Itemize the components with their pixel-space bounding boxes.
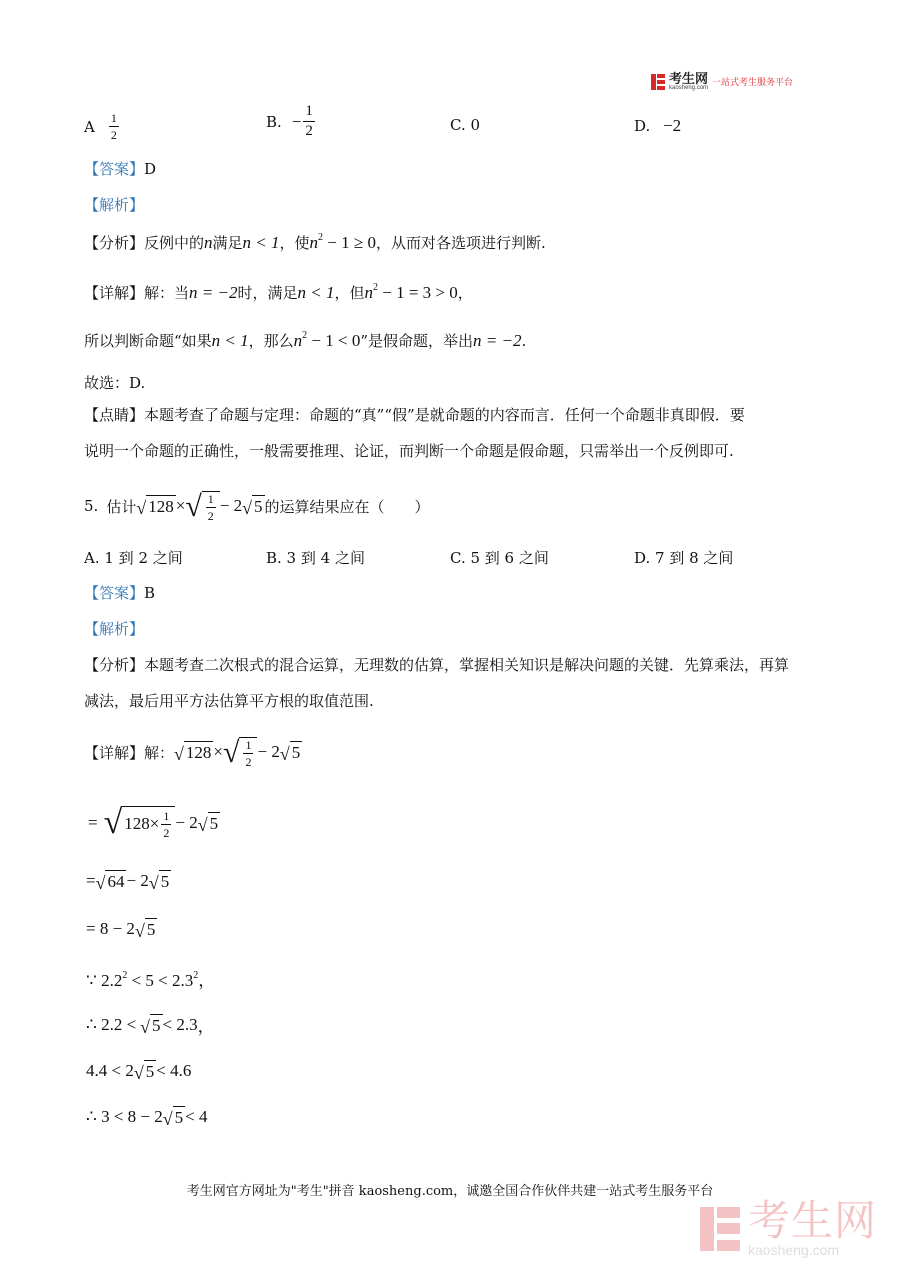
q4-option-a <box>84 112 121 141</box>
q5-therefore1 <box>86 1012 215 1037</box>
times-sign: × <box>213 742 224 761</box>
answer-tag: 【答案】 <box>84 584 145 602</box>
text: 估计 <box>106 497 137 516</box>
sqrt-5: √ 5 <box>197 814 219 835</box>
text: 的运算结果应在（ ） <box>264 497 430 516</box>
watermark-text-block <box>748 1196 878 1258</box>
numerator: 1 <box>110 111 117 125</box>
equals-sign: = <box>88 813 98 832</box>
math-var: n <box>204 233 213 252</box>
sqrt-5: √ 5 <box>140 1015 161 1037</box>
logo-text-block <box>669 72 708 91</box>
text: 本题考查二次根式的混合运算，无理数的估算，掌握相关知识是解决问题的关键．先算乘法，再算 <box>144 656 790 674</box>
radicand: 128 <box>185 743 212 762</box>
numerator: 1 <box>163 808 170 823</box>
fenxi-tag: 【分析】 <box>84 656 145 674</box>
denominator: 2 <box>305 123 313 139</box>
radicand: 5 <box>146 920 156 939</box>
xiangjie-tag: 【详解】 <box>84 284 145 302</box>
math-expr: − 2 <box>126 871 149 890</box>
radicand: 128 <box>148 497 174 516</box>
q5-step3 <box>86 870 171 892</box>
option-label: D. <box>634 117 651 135</box>
watermark-text: 考生网 <box>748 1196 878 1245</box>
minus-sign: − <box>291 111 302 131</box>
math-expr: − 2 <box>219 496 243 515</box>
sqrt-5: √ 5 <box>148 872 170 893</box>
text: ， <box>198 971 216 990</box>
q4-analysis-tag: 【解析】 <box>84 196 145 214</box>
q5-option-d: D. 7 到 8 之间 <box>634 549 734 567</box>
exponent: 2 <box>193 970 199 981</box>
math-expr: < 4.6 <box>156 1061 192 1080</box>
text: ，从而对各选项进行判断. <box>375 234 546 252</box>
math-expr: − 1 ≥ 0 <box>323 233 376 252</box>
option-value: −2 <box>663 116 682 135</box>
math-expr: − 1 = 3 > 0 <box>378 283 458 302</box>
numerator: 1 <box>207 491 214 506</box>
q5-fenxi-line1 <box>84 654 789 675</box>
q4-option-d <box>634 116 681 136</box>
q5-option-b: B. 3 到 4 之间 <box>266 549 365 567</box>
sqrt-64: √ 64 <box>95 872 125 893</box>
answer-value: B <box>144 584 156 602</box>
text: 时，满足 <box>237 284 298 302</box>
logo-url: kaosheng.com <box>669 85 709 91</box>
math-expr: 128× <box>124 814 160 833</box>
sqrt-5: √ 5 <box>242 497 263 518</box>
sqrt-128: √ 128 <box>136 497 174 518</box>
fenxi-tag: 【分析】 <box>84 234 145 252</box>
radicand: 5 <box>174 1108 184 1127</box>
text: ， <box>457 284 473 302</box>
math-expr: − 2 <box>257 742 280 761</box>
q4-choose: 故选：D. <box>84 374 146 392</box>
radicand: 5 <box>145 1062 155 1081</box>
answer-value: D <box>144 160 157 178</box>
math-expr: n = −2 <box>473 331 522 350</box>
times-sign: × <box>175 496 186 515</box>
denominator: 2 <box>163 825 170 840</box>
math-expr: − 2 <box>175 813 198 832</box>
text: 所以判断命题“如果 <box>84 332 212 350</box>
exponent: 2 <box>302 330 308 341</box>
math-var: n <box>293 331 303 350</box>
math-expr: n < 1 <box>242 233 280 252</box>
q5-xiangjie <box>84 730 302 774</box>
radicand: 5 <box>291 743 301 762</box>
numerator: 1 <box>303 104 315 122</box>
dianjing-tag: 【点睛】 <box>84 406 145 424</box>
fraction <box>109 112 119 141</box>
denominator: 2 <box>110 128 117 142</box>
math-expr: n = −2 <box>189 283 238 302</box>
logo-icon <box>651 74 665 90</box>
text: ， <box>197 1017 215 1036</box>
q5-stem <box>84 484 430 528</box>
q5-fenxi-line2: 减法，最后用平方法估算平方根的取值范围. <box>84 692 374 710</box>
math-expr: n < 1 <box>297 283 335 302</box>
xiangjie-tag: 【详解】 <box>84 743 145 762</box>
q4-answer <box>84 158 156 179</box>
q4-option-b <box>266 104 317 139</box>
q4-dianjing-line2: 说明一个命题的正确性，一般需要推理、论证，而判断一个命题是假命题，只需举出一个反例即可. <box>84 442 734 460</box>
text: ，使 <box>279 234 310 252</box>
answer-tag: 【答案】 <box>84 160 145 178</box>
q4-dianjing-line1 <box>84 404 745 425</box>
q4-xiangjie <box>84 282 473 303</box>
q4-option-c: C. 0 <box>450 116 481 134</box>
radicand: 64 <box>107 872 125 891</box>
numerator: 1 <box>245 737 252 752</box>
watermark-logo-icon <box>700 1207 740 1251</box>
math-var: n <box>364 283 373 302</box>
fraction <box>303 104 315 139</box>
q5-therefore2 <box>86 1106 207 1128</box>
math-var: n <box>309 233 319 252</box>
header-logo <box>651 72 793 91</box>
q5-because <box>86 966 215 991</box>
math-expr: ∵ 2.2 <box>86 971 123 990</box>
radicand: 5 <box>152 1015 161 1035</box>
option-label: B. <box>266 112 282 131</box>
math-expr: = 8 − 2 <box>86 919 135 938</box>
denominator: 2 <box>207 508 214 523</box>
text: 满足 <box>212 234 243 252</box>
q5-option-a: A. 1 到 2 之间 <box>84 549 183 567</box>
exponent: 2 <box>373 282 378 293</box>
sqrt-128: √ 128 <box>174 743 212 764</box>
text: ”是假命题，举出 <box>360 332 474 350</box>
math-expr: < 2.3 <box>162 1014 198 1034</box>
math-expr: − 1 < 0 <box>307 331 361 350</box>
logo-name: 考生网 <box>669 71 709 86</box>
text: 本题考查了命题与定理：命题的“真”“假”是就命题的内容而言．任何一个命题非真即假．要 <box>144 406 745 424</box>
fraction <box>206 493 216 522</box>
watermark <box>700 1196 878 1258</box>
math-expr: < 4 <box>185 1107 208 1126</box>
math-expr: ∴ 2.2 < <box>86 1014 137 1034</box>
radicand: 5 <box>209 814 219 833</box>
math-expr: n < 1 <box>211 331 249 350</box>
sqrt-half: √ $\frac{1}{2}$ <box>223 737 257 768</box>
sqrt-5: √ 5 <box>279 743 301 764</box>
sqrt-half: √ $\frac{1}{2}$ <box>185 491 219 522</box>
equals-sign: = <box>86 871 96 890</box>
q5-option-c: C. 5 到 6 之间 <box>450 549 549 567</box>
q5-analysis-tag: 【解析】 <box>84 620 145 638</box>
text: 反例中的 <box>144 234 205 252</box>
sqrt-product: √ 128× $\frac{1}{2}$ <box>104 806 176 840</box>
radicand: 5 <box>160 872 170 891</box>
text: 解：当 <box>144 284 190 302</box>
fraction <box>161 810 171 839</box>
option-label: A <box>84 117 95 136</box>
q5-step2 <box>88 800 220 846</box>
exponent: 2 <box>318 232 324 243</box>
logo-slogan: 一站式考生服务平台 <box>712 78 794 88</box>
watermark-url: kaosheng.com <box>748 1242 840 1258</box>
math-expr: 4.4 < 2 <box>86 1061 134 1080</box>
denominator: 2 <box>245 754 252 769</box>
math-expr: < 5 < 2.3 <box>127 971 194 990</box>
fraction <box>243 739 253 768</box>
text: . <box>521 332 527 350</box>
q4-conclusion <box>84 330 526 351</box>
q5-inequality <box>86 1060 191 1082</box>
math-expr: ∴ 3 < 8 − 2 <box>86 1107 163 1126</box>
text: ，但 <box>334 284 365 302</box>
sqrt-5: √ 5 <box>134 920 156 941</box>
sqrt-5: √ 5 <box>162 1108 184 1129</box>
page-footer: 考生网官方网址为"考生"拼音 kaosheng.com，诚邀全国合作伙伴共建一站式考生服务平台 <box>186 1184 714 1199</box>
q4-fenxi <box>84 232 546 253</box>
exponent: 2 <box>122 970 128 981</box>
text: 解： <box>144 743 175 762</box>
sqrt-5: √ 5 <box>133 1062 155 1083</box>
q5-step4 <box>86 918 157 940</box>
q5-answer <box>84 582 155 603</box>
question-number: 5. <box>84 497 99 515</box>
text: ，那么 <box>248 332 294 350</box>
radicand: 5 <box>254 497 263 516</box>
